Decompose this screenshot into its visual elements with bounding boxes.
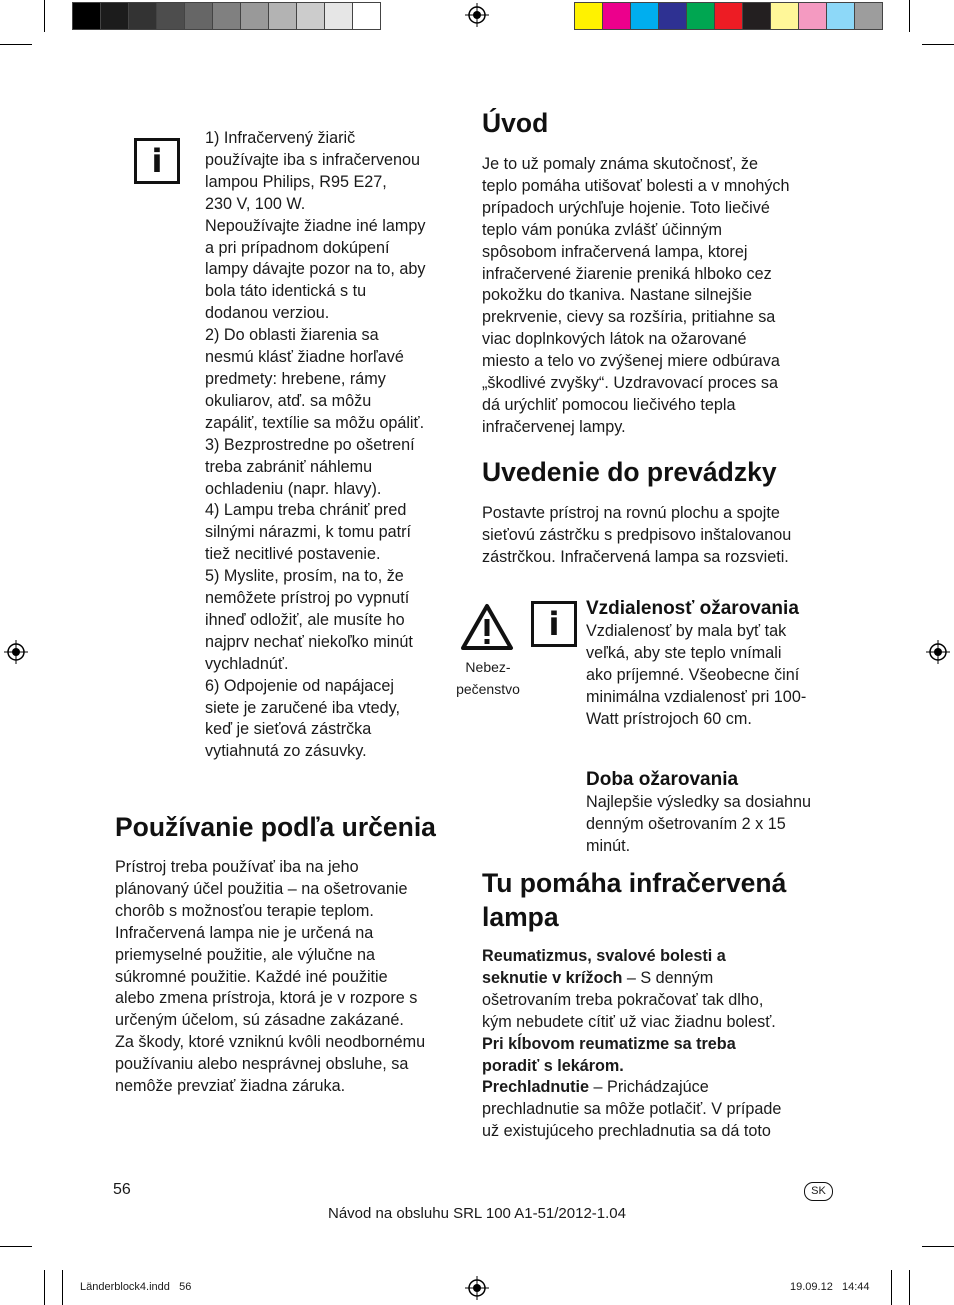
- intro-heading: Úvod: [482, 108, 549, 138]
- color-swatch: [826, 2, 855, 30]
- text-line: „škodlivé zvyšky“. Uzdravovací proces sa: [482, 374, 778, 393]
- duration-heading: Doba ožarovania: [586, 769, 739, 790]
- text-line: pečenstvo: [456, 681, 520, 697]
- text-line: zapáliť, textílie sa môžu opáliť.: [205, 413, 425, 432]
- duration-paragraph: [586, 792, 846, 858]
- text-line: nemôžete prístroj po vypnutí: [205, 589, 410, 608]
- text-line: chorôb s možnosťou terapie teplom.: [115, 901, 374, 920]
- color-swatch: [212, 2, 241, 30]
- crop-mark: [891, 1270, 892, 1305]
- color-swatch: [128, 2, 157, 30]
- text-line: pokožku do tkaniva. Nastane silnejšie: [482, 286, 752, 305]
- color-swatch: [574, 2, 603, 30]
- text-line: minimálna vzdialenosť pri 100-: [586, 687, 807, 706]
- startup-heading: Uvedenie do prevádzky: [482, 457, 777, 487]
- text-line: infračervené žiarenie preniká hlboko cez: [482, 264, 772, 283]
- slug-filename: Länderblock4.indd 56: [80, 1281, 192, 1293]
- text-line: teplo pomáha utišovať bolesti a v mnohých: [482, 176, 790, 195]
- warning-label: [448, 656, 528, 700]
- color-swatch: [72, 2, 101, 30]
- color-swatch: [184, 2, 213, 30]
- text-line: dodanou verziou.: [205, 304, 330, 323]
- text-run: – S denným: [622, 968, 714, 987]
- text-line: spôsobom infračervená lampa, ktorej: [482, 242, 748, 261]
- text-line: vychladnúť.: [205, 654, 289, 673]
- distance-heading: Vzdialenosť ožarovania: [586, 598, 799, 619]
- crop-mark: [0, 1246, 32, 1247]
- text-line: Postavte prístroj na rovnú plochu a spojte: [482, 504, 780, 522]
- text-line: a pri prípadnom dokúpení: [205, 238, 390, 257]
- text-line: 2) Do oblasti žiarenia sa: [205, 326, 379, 345]
- color-swatch: [854, 2, 883, 30]
- crop-mark: [922, 44, 954, 45]
- text-line: 1) Infračervený žiarič: [205, 129, 356, 147]
- text-line: miesto a telo vo zvýšenej miere odbúrava: [482, 352, 780, 371]
- text-line: bola táto identická s tu: [205, 282, 367, 301]
- text-line: dá urýchliť pomocou liečivého tepla: [482, 395, 736, 414]
- warning-triangle-icon: [460, 603, 514, 651]
- info-icon: i: [531, 601, 577, 647]
- text-line: ošetrovaním treba pokračovať tak dlho,: [482, 990, 764, 1009]
- text-line: 4) Lampu treba chrániť pred: [205, 501, 407, 520]
- text-line: vytiahnutá zo zásuvky.: [205, 742, 367, 761]
- text-line: minút.: [586, 836, 631, 855]
- crop-mark: [922, 1246, 954, 1247]
- text-line: predmety: hrebene, rámy: [205, 369, 386, 388]
- text-line: denným ošetrovaním 2 x 15: [586, 814, 786, 833]
- color-swatch: [742, 2, 771, 30]
- color-swatch: [324, 2, 353, 30]
- registration-mark-icon: [465, 1276, 489, 1300]
- color-swatch: [798, 2, 827, 30]
- text-line: [482, 1077, 842, 1099]
- text-line: už existujúceho prechladnutia sa dá toto: [482, 1122, 771, 1141]
- crop-mark: [909, 0, 910, 32]
- text-line: viac doplnkových látok na ožarované: [482, 330, 747, 349]
- text-line: plánovaný účel použitia – na ošetrovanie: [115, 879, 408, 898]
- registration-mark-icon: [4, 640, 28, 664]
- crop-mark: [909, 1270, 910, 1305]
- text-line: Je to už pomaly známa skutočnosť, že: [482, 155, 758, 173]
- color-swatch: [714, 2, 743, 30]
- helps-paragraph: [482, 946, 842, 1143]
- text-line: Pri kĺbovom reumatizme sa treba: [482, 1034, 736, 1053]
- text-line: lampy dávajte pozor na to, aby: [205, 260, 426, 279]
- usage-paragraph: [115, 857, 465, 1098]
- color-swatch: [658, 2, 687, 30]
- text-line: alebo zmena prístroja, ktorá je v rozpore s: [115, 989, 418, 1008]
- crop-mark: [62, 1270, 63, 1305]
- text-line: Watt prístrojoch 60 cm.: [586, 709, 752, 728]
- color-swatch: [100, 2, 129, 30]
- text-line: Infračervená lampa nie je určená na: [115, 923, 374, 942]
- helps-heading-line: lampa: [482, 902, 559, 932]
- text-line: okuliarov, atď. sa môžu: [205, 391, 372, 410]
- color-swatch: [770, 2, 799, 30]
- crop-mark: [44, 0, 45, 32]
- text-line: zástrčkou. Infračervená lampa sa rozsvieti.: [482, 547, 789, 566]
- text-line: 5) Myslite, prosím, na to, že: [205, 567, 404, 586]
- helps-heading: [482, 866, 786, 934]
- text-line: sieťovú zástrčku s predpisovo inštalovanou: [482, 525, 792, 544]
- color-swatch: [268, 2, 297, 30]
- text-line: kým nebudete cítiť už viac žiadnu bolesť.: [482, 1012, 776, 1031]
- text-line: lampou Philips, R95 E27,: [205, 172, 387, 191]
- text-line: súkromné použitie. Každé iné použitie: [115, 967, 388, 986]
- text-line: ihneď odložiť, ale musíte ho: [205, 610, 405, 629]
- color-swatch: [352, 2, 381, 30]
- text-line: infračervenej lampy.: [482, 417, 626, 436]
- text-line: ochladeniu (napr. hlavy).: [205, 479, 382, 498]
- color-swatch: [630, 2, 659, 30]
- color-swatch: [240, 2, 269, 30]
- text-line: ako príjemné. Všeobecne činí: [586, 665, 800, 684]
- slug-date: 19.09.12 14:44: [790, 1281, 870, 1293]
- text-line: prekrvenie, cievy sa rozšíria, pritiahne sa: [482, 308, 776, 327]
- registration-mark-icon: [465, 3, 489, 27]
- usage-heading: Používanie podľa určenia: [115, 812, 436, 842]
- text-line: 3) Bezprostredne po ošetrení: [205, 435, 415, 454]
- distance-paragraph: [586, 621, 846, 731]
- helps-heading-line: Tu pomáha infračervená: [482, 868, 787, 898]
- startup-paragraph: [482, 503, 832, 569]
- text-line: 230 V, 100 W.: [205, 194, 306, 213]
- rheuma-term: Reumatizmus, svalové bolesti a: [482, 947, 726, 965]
- text-run: – Prichádzajúce: [589, 1078, 709, 1097]
- text-line: keď je sieťová zástrčka: [205, 720, 372, 739]
- text-line: Za škody, ktoré vzniknú kvôli neodbornému: [115, 1033, 426, 1052]
- text-line: treba zabrániť náhlemu: [205, 457, 373, 476]
- text-line: veľká, aby ste teplo vnímali: [586, 643, 782, 662]
- rheuma-term: seknutie v krížoch: [482, 968, 623, 987]
- text-line: určeným účelom, sú zásadne zakázané.: [115, 1011, 404, 1030]
- text-line: používaniu alebo nesprávnej obsluhe, sa: [115, 1055, 409, 1074]
- color-swatch: [296, 2, 325, 30]
- color-swatch: [686, 2, 715, 30]
- text-line: Nepoužívajte žiadne iné lampy: [205, 216, 426, 235]
- cold-term: Prechladnutie: [482, 1078, 590, 1097]
- intro-paragraph: [482, 154, 832, 439]
- text-line: najprv nechať niekoľko minút: [205, 632, 413, 651]
- text-line: Najlepšie výsledky sa dosiahnu: [586, 793, 811, 811]
- info-icon: i: [134, 138, 180, 184]
- text-line: prechladnutie sa môže potlačiť. V prípade: [482, 1100, 782, 1119]
- text-line: 6) Odpojenie od napájacej: [205, 676, 394, 695]
- registration-mark-icon: [926, 640, 950, 664]
- text-line: tiež necitlivé postavenie.: [205, 545, 381, 564]
- safety-instructions-list: [205, 128, 455, 763]
- text-line: [482, 968, 842, 990]
- text-line: [482, 946, 842, 968]
- text-line: siete je zaručené iba vtedy,: [205, 698, 400, 717]
- text-line: teplo vám ponúka zvlášť účinným: [482, 220, 723, 239]
- text-line: nemôže prevziať žiadna záruka.: [115, 1077, 346, 1096]
- text-line: Vzdialenosť by mala byť tak: [586, 622, 787, 640]
- crop-mark: [0, 44, 32, 45]
- text-line: prípadoch urýchľuje hojenie. Toto liečivé: [482, 198, 770, 217]
- manual-reference: Návod na obsluhu SRL 100 A1-51/2012-1.04: [327, 1205, 626, 1222]
- language-badge: SK: [804, 1182, 833, 1201]
- text-line: používajte iba s infračervenou: [205, 150, 421, 169]
- text-line: priemyselné použitie, ale výlučne na: [115, 945, 376, 964]
- text-line: poradiť s lekárom.: [482, 1056, 624, 1075]
- color-swatch: [602, 2, 631, 30]
- text-line: silnými nárazmi, k tomu patrí: [205, 523, 411, 542]
- crop-mark: [44, 1270, 45, 1305]
- text-line: nesmú klásť žiadne horľavé: [205, 348, 404, 367]
- color-swatch: [156, 2, 185, 30]
- text-line: Prístroj treba používať iba na jeho: [115, 858, 359, 876]
- text-line: Nebez-: [465, 659, 511, 675]
- page-number: 56: [113, 1181, 131, 1198]
